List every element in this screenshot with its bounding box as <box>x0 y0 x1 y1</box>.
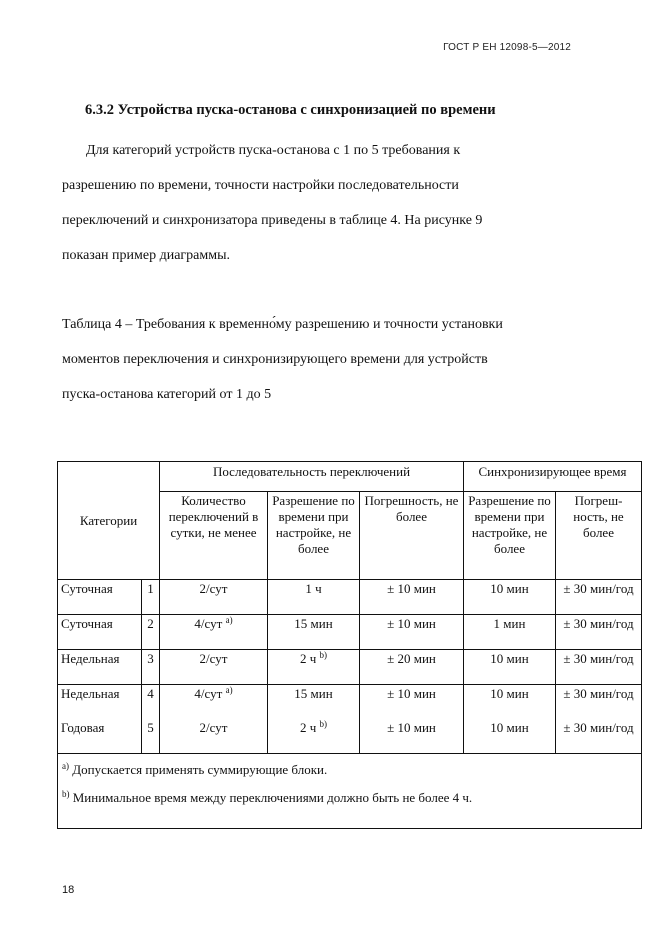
header-sync: Синхронизирующее время <box>464 462 642 492</box>
table-caption <box>62 307 568 412</box>
count-value: 4/сут <box>194 686 223 701</box>
table-row <box>58 615 642 650</box>
footnote-mark: b) <box>62 789 70 799</box>
resolution-value: 15 мин <box>294 686 333 701</box>
cell-resolution <box>268 615 360 650</box>
footnote-ref: b) <box>319 650 328 660</box>
section-paragraph <box>62 133 568 273</box>
cell-sync-error: ± 30 мин/год <box>556 685 642 720</box>
cell-sync-resolution: 1 мин <box>464 615 556 650</box>
cell-count <box>160 719 268 754</box>
cell-category: Суточная <box>58 580 142 615</box>
header-count: Количество переключений в сутки, не менее <box>160 492 268 580</box>
resolution-value: 2 ч <box>299 720 317 735</box>
count-value: 4/сут <box>194 616 223 631</box>
cell-error: ± 10 мин <box>360 719 464 754</box>
footnote <box>58 784 642 829</box>
footnote-row <box>58 784 642 829</box>
footnote-ref: а) <box>225 685 233 695</box>
cell-sync-resolution: 10 мин <box>464 580 556 615</box>
cell-resolution <box>268 650 360 685</box>
count-value: 2/сут <box>199 581 228 596</box>
paragraph-line: переключений и синхронизатора приведены в таблице 4. На рисунке 9 <box>62 213 483 228</box>
document-code-header: ГОСТ Р ЕН 12098-5—2012 <box>443 42 571 53</box>
cell-error: ± 10 мин <box>360 580 464 615</box>
cell-category: Годовая <box>58 719 142 754</box>
count-value: 2/сут <box>199 651 228 666</box>
count-value: 2/сут <box>199 720 228 735</box>
table-row <box>58 580 642 615</box>
footnote-text: Минимальное время между переключениями должно быть не более 4 ч. <box>72 790 473 805</box>
cell-sync-resolution: 10 мин <box>464 650 556 685</box>
header-category: Категории <box>58 462 160 580</box>
cell-sync-error: ± 30 мин/год <box>556 615 642 650</box>
requirements-table <box>57 461 642 829</box>
header-error: Погрешность, не более <box>360 492 464 580</box>
header-sync-resolution: Разрешение по времени при настройке, не более <box>464 492 556 580</box>
header-sequence: Последовательность переключений <box>160 462 464 492</box>
cell-resolution <box>268 580 360 615</box>
footnote <box>58 754 642 785</box>
cell-number: 2 <box>142 615 160 650</box>
resolution-value: 2 ч <box>299 651 317 666</box>
resolution-value: 15 мин <box>294 616 333 631</box>
cell-resolution <box>268 685 360 720</box>
table-row <box>58 719 642 754</box>
cell-count <box>160 650 268 685</box>
cell-sync-error: ± 30 мин/год <box>556 719 642 754</box>
cell-error: ± 10 мин <box>360 685 464 720</box>
caption-line: пуска-останова категорий от 1 до 5 <box>62 387 272 402</box>
header-resolution: Разрешение по времени при настройке, не более <box>268 492 360 580</box>
cell-category: Недельная <box>58 685 142 720</box>
cell-number: 5 <box>142 719 160 754</box>
cell-number: 3 <box>142 650 160 685</box>
footnote-ref: b) <box>319 719 328 729</box>
footnote-mark: а) <box>62 761 69 771</box>
section-title: 6.3.2 Устройства пуска-останова с синхронизацией по времени <box>85 102 496 118</box>
footnote-row <box>58 754 642 785</box>
cell-sync-error: ± 30 мин/год <box>556 650 642 685</box>
table-row <box>58 650 642 685</box>
cell-number: 1 <box>142 580 160 615</box>
paragraph-line: Для категорий устройств пуска-останова с 1 по 5 требования к <box>86 143 461 158</box>
cell-error: ± 10 мин <box>360 615 464 650</box>
footnote-ref: а) <box>225 615 233 625</box>
header-sync-error: Погреш-ность, не более <box>556 492 642 580</box>
cell-category: Недельная <box>58 650 142 685</box>
cell-count <box>160 685 268 720</box>
cell-count <box>160 615 268 650</box>
table-row <box>58 685 642 720</box>
cell-count <box>160 580 268 615</box>
cell-sync-error: ± 30 мин/год <box>556 580 642 615</box>
page-number: 18 <box>62 884 75 896</box>
resolution-value: 1 ч <box>305 581 322 596</box>
cell-error: ± 20 мин <box>360 650 464 685</box>
cell-sync-resolution: 10 мин <box>464 719 556 754</box>
paragraph-line: показан пример диаграммы. <box>62 248 230 263</box>
caption-line: Таблица 4 – Требования к временно́му разрешению и точности установки <box>62 317 503 332</box>
caption-line: моментов переключения и синхронизирующего времени для устройств <box>62 352 488 367</box>
cell-number: 4 <box>142 685 160 720</box>
paragraph-line: разрешению по времени, точности настройки последовательности <box>62 178 459 193</box>
cell-resolution <box>268 719 360 754</box>
cell-category: Суточная <box>58 615 142 650</box>
footnote-text: Допускается применять суммирующие блоки. <box>72 762 328 777</box>
cell-sync-resolution: 10 мин <box>464 685 556 720</box>
